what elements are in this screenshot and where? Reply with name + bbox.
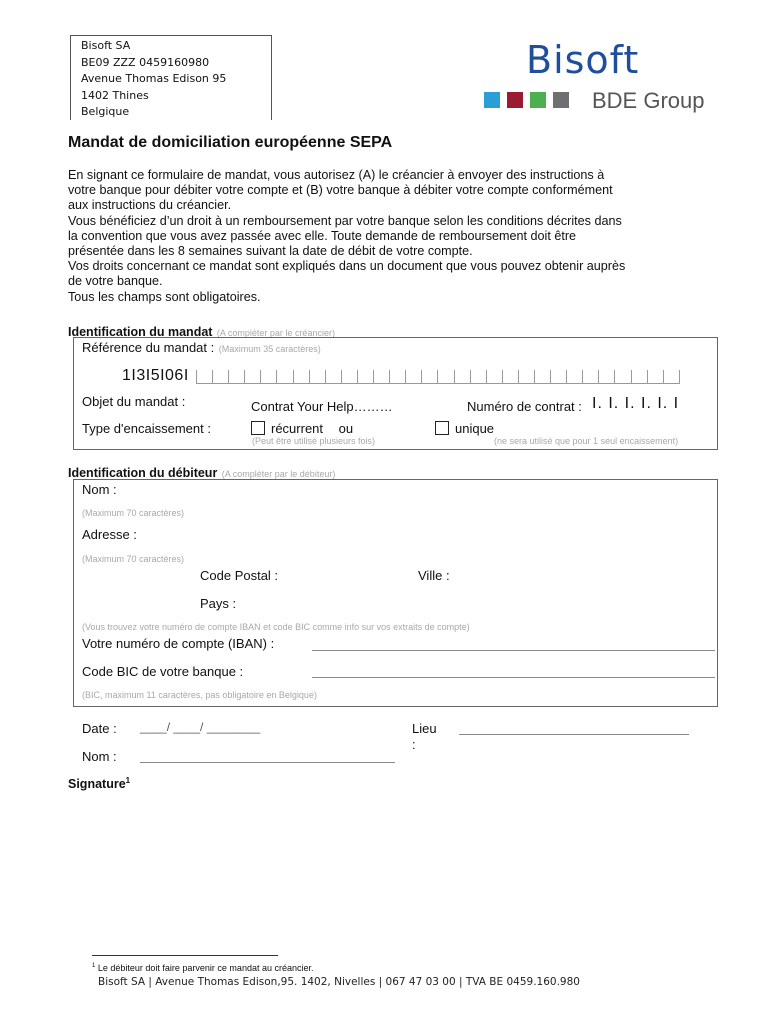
debtor-address-hint: (Maximum 70 caractères) [82,554,185,564]
unique-label: unique [455,421,495,436]
bic-input-line[interactable] [312,677,715,678]
or-label: ou [338,421,354,436]
address-line: 1402 Thines [81,88,149,102]
bic-hint: (BIC, maximum 11 caractères, pas obligatoire en Belgique) [82,690,317,700]
bic-label: Code BIC de votre banque : [82,664,244,679]
signature-label [68,776,130,791]
debtor-section-title: Identification du débiteur [68,466,218,480]
signature-footnote-marker: 1 [125,776,131,785]
mandate-reference-label-row [82,339,321,357]
recurring-label: récurrent [271,421,324,436]
footer-company-info: Bisoft SA | Avenue Thomas Edison,95. 1402, Nivelles | 067 47 03 00 | TVA BE 0459.160.980 [98,976,580,988]
intro-line: de votre banque. [68,274,163,289]
mandate-reference-value[interactable]: 1I3I5I06I [122,367,189,384]
address-line: Belgique [81,105,130,118]
iban-hint: (Vous trouvez votre numéro de compte IBAN et code BIC comme info sur vos extraits de compte) [82,622,470,632]
mandate-reference-hint: (Maximum 35 caractères) [218,344,321,354]
mandate-object-value[interactable]: Contrat Your Help……… [251,399,393,414]
city-label: Ville : [418,568,450,583]
signer-name-input-line[interactable] [140,762,395,763]
logo-squares [484,92,569,108]
signer-name-label: Nom : [82,749,117,764]
address-line: Bisoft SA [81,39,131,52]
unique-option[interactable] [435,421,494,436]
intro-text [68,168,718,305]
iban-label: Votre numéro de compte (IBAN) : [82,636,275,651]
intro-line: En signant ce formulaire de mandat, vous autorisez (A) le créancier à envoyer des instructions à [68,168,605,182]
blue-square [484,92,500,108]
group-name: BDE Group [592,88,705,113]
mandate-section-title: Identification du mandat [68,325,213,339]
footnote [92,963,314,973]
debtor-name-label: Nom : [82,482,117,497]
recurring-option[interactable] [251,421,353,436]
iban-input-line[interactable] [312,650,715,651]
unique-checkbox[interactable] [435,421,449,435]
debtor-section-hint: (A compléter par le débiteur) [221,469,336,479]
country-label: Pays : [200,596,237,611]
mandate-reference-grid[interactable] [196,370,680,384]
intro-line: présentée dans les 8 semaines suivant la date de débit de votre compte. [68,244,473,259]
recurring-hint: (Peut être utilisé plusieurs fois) [252,436,376,446]
intro-line: la convention que vous avez passée avec elle. Toute demande de remboursement doit être [68,228,577,243]
mandate-object-label: Objet du mandat : [82,394,186,409]
green-square [530,92,546,108]
address-line: BE09 ZZZ 0459160980 [81,55,210,69]
footnote-marker: 1 [92,963,96,969]
logo-wordmark: Bisoft [526,38,640,82]
postal-code-label: Code Postal : [200,568,279,583]
red-square [507,92,523,108]
intro-line: Vos droits concernant ce mandat sont expliqués dans un document que vous pouvez obtenir auprès [68,259,626,274]
place-input-line[interactable] [459,734,689,735]
contract-number-value[interactable]: I. I. I. I. I. I [592,395,680,412]
place-colon: : [412,737,416,752]
mandate-section-hint: (A compléter par le créancier) [216,328,335,338]
intro-line: Tous les champs sont obligatoires. [68,289,261,304]
date-field[interactable]: ____/ ____/ ________ [140,720,261,734]
contract-number-label: Numéro de contrat : [467,399,582,414]
place-label: Lieu [412,721,437,736]
intro-line: aux instructions du créancier. [68,198,232,213]
collection-type-label: Type d'encaissement : [82,421,211,436]
recurring-checkbox[interactable] [251,421,265,435]
mandate-reference-label: Référence du mandat : [82,340,215,355]
footnote-text: Le débiteur doit faire parvenir ce mandat au créancier. [97,963,314,973]
unique-hint: (ne sera utilisé que pour 1 seul encaissement) [494,436,679,446]
debtor-address-label: Adresse : [82,527,137,542]
intro-line: votre banque pour débiter votre compte et (B) votre banque à débiter votre compte conformément [68,183,613,198]
footnote-rule [92,955,278,956]
company-logo [520,38,710,118]
grey-square [553,92,569,108]
signature-text: Signature [68,777,126,792]
signature-area[interactable] [68,800,708,940]
creditor-address [70,35,272,120]
debtor-name-hint: (Maximum 70 caractères) [82,508,185,518]
address-line: Avenue Thomas Edison 95 [81,72,227,85]
date-label: Date : [82,721,117,736]
page-title: Mandat de domiciliation européenne SEPA [68,134,393,151]
intro-line: Vous bénéficiez d’un droit à un remboursement par votre banque selon les conditions décrites dans [68,213,622,228]
